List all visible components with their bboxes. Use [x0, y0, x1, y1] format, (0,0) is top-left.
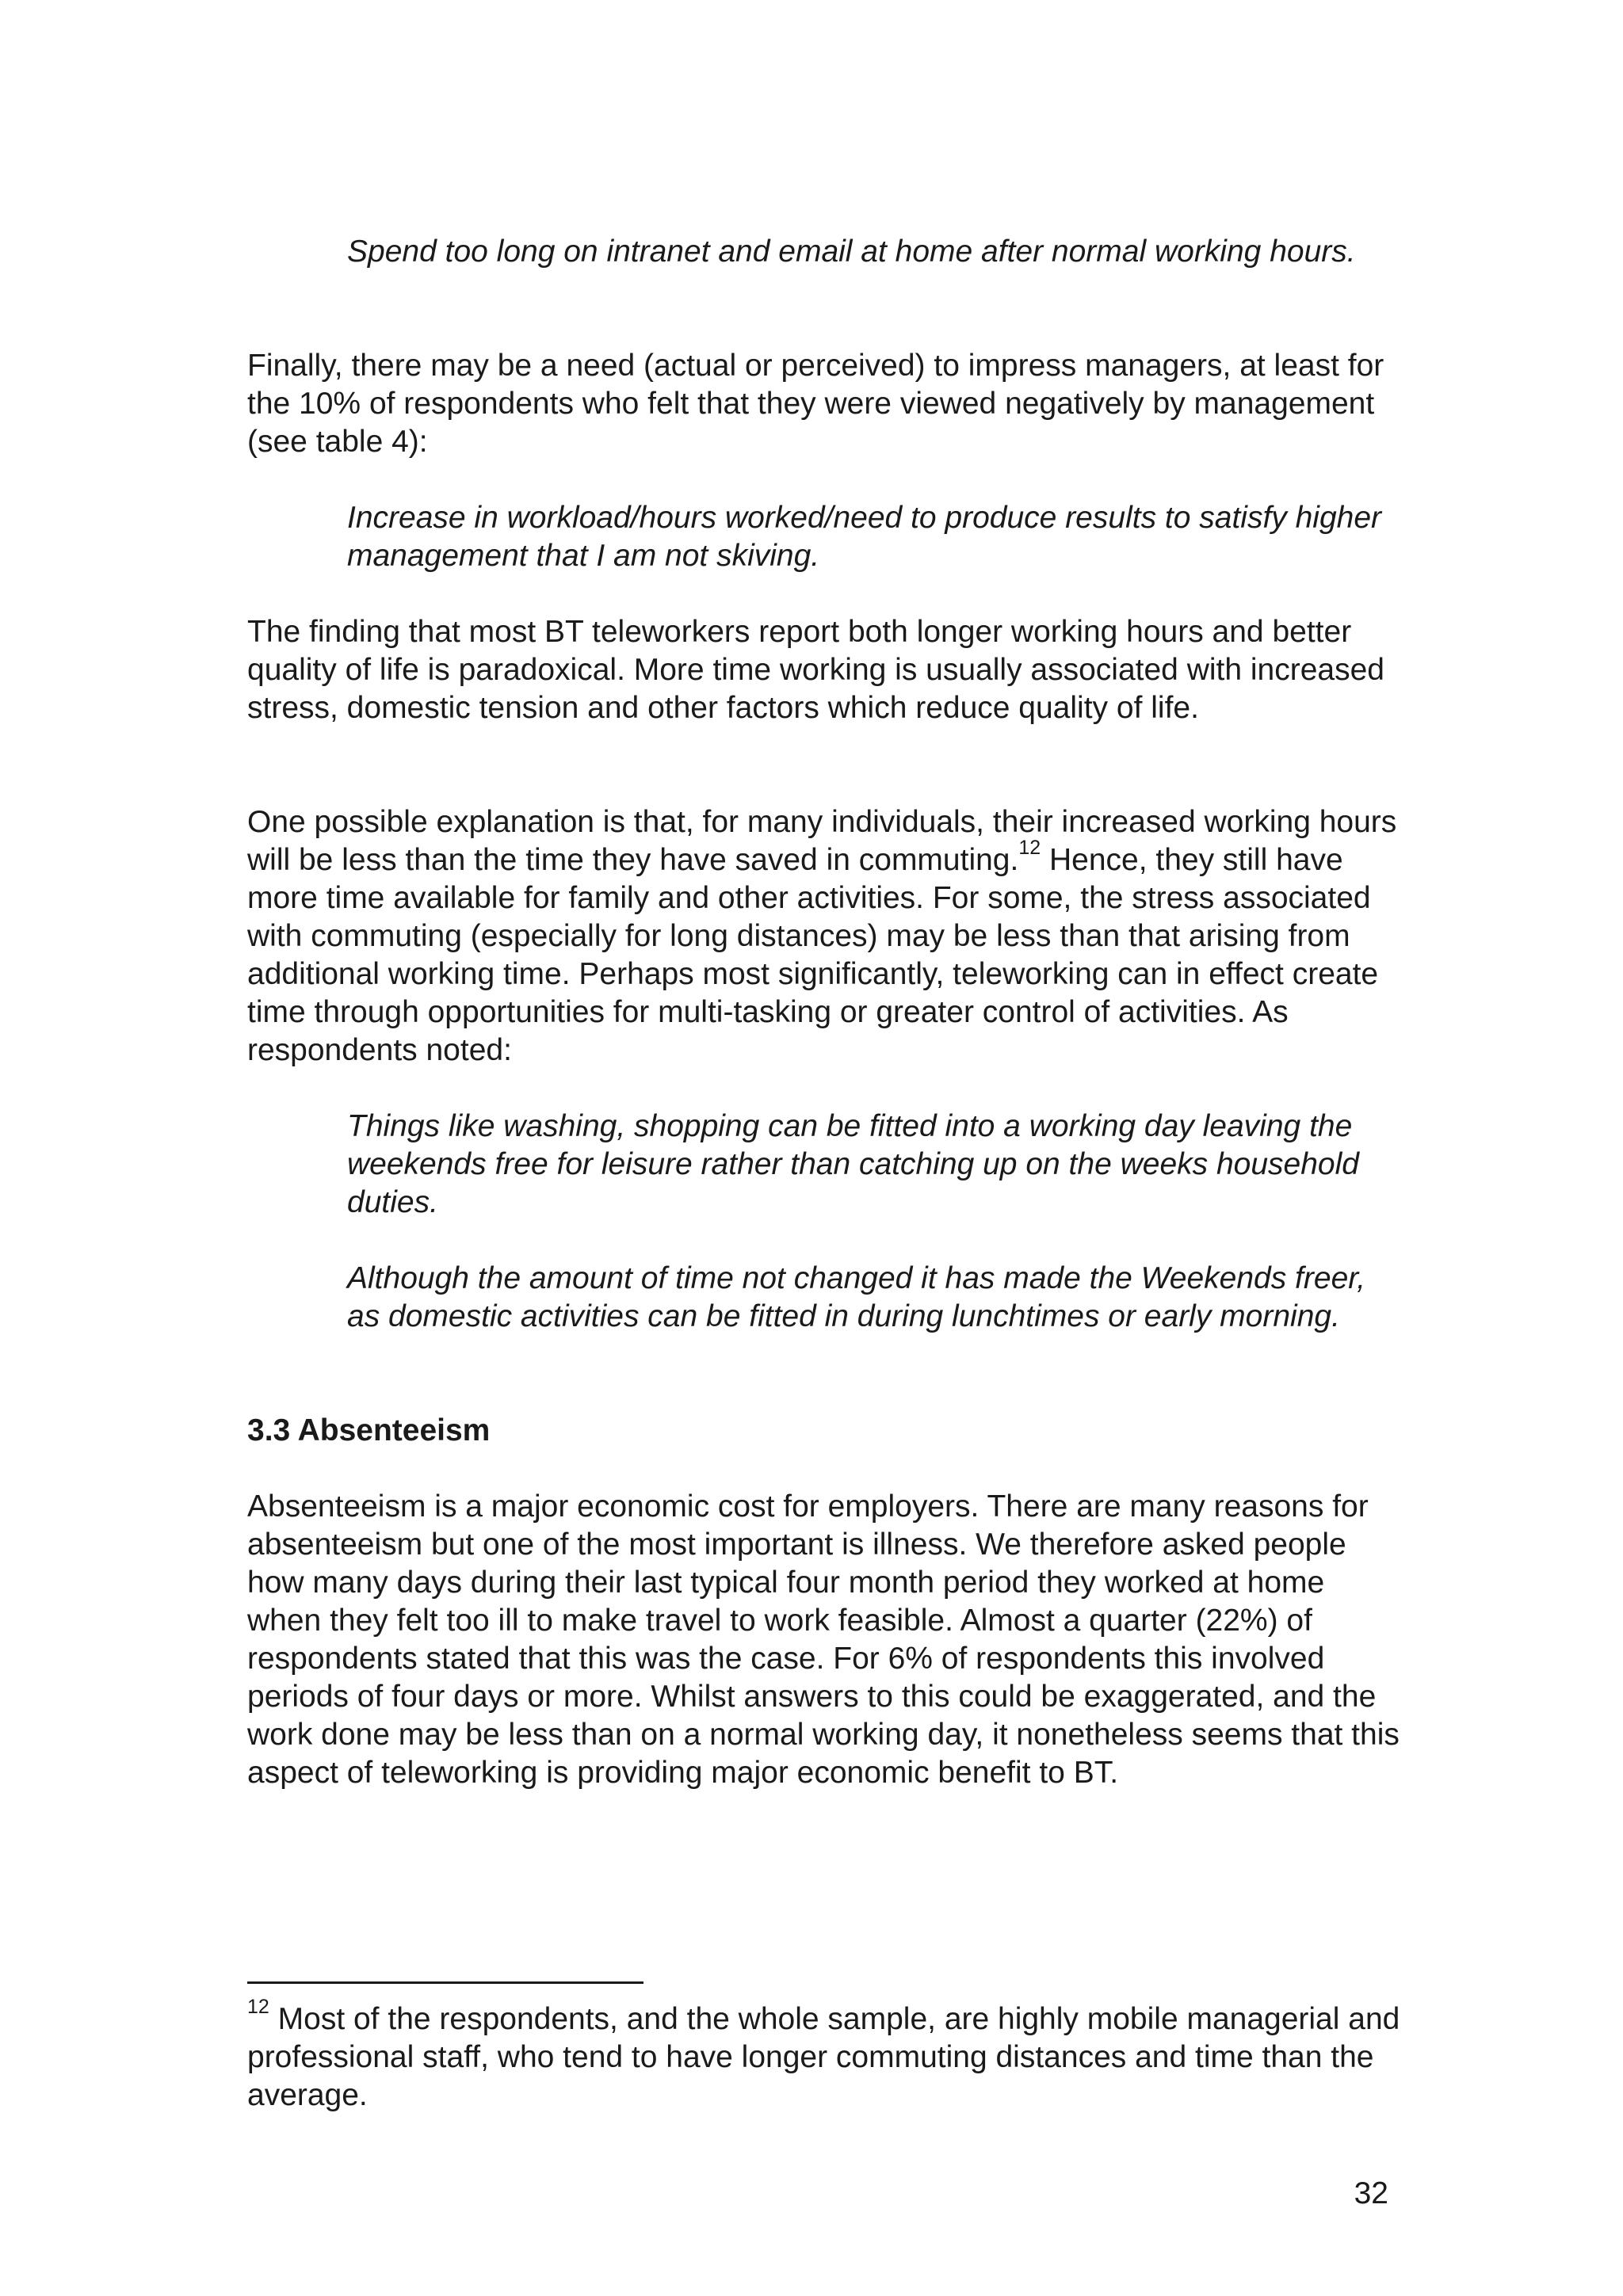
paragraph-explanation — [247, 803, 1404, 1070]
section-heading: 3.3 Absenteeism — [247, 1413, 491, 1447]
paragraph-explanation-text: One possible explanation is that, for many individuals, their increased working hours will be less than the time they have saved in commuting. — [247, 805, 1397, 877]
footnote-divider — [247, 1981, 643, 1984]
paragraph-explanation-continued: Hence, they still have more time available for family and other activities. For some, the stress associated with commuting (especially for long distances) may be less than that arising from additional working time. Perhaps most significantly, teleworking can in effect create time through opportunities for multi-tasking or greater control of activities. As respondents noted: — [247, 843, 1379, 1067]
page-number: 32 — [1354, 2176, 1388, 2210]
paragraph-absenteeism: Absenteeism is a major economic cost for employers. There are many reasons for absenteeism but one of the most important is illness. We therefore asked people how many days during their last typical four month period they worked at home when they felt too ill to make travel to work feasible. Almost a quarter (22%) of respondents stated that this was the case. For 6% of respondents this involved periods of four days or more. Whilst answers to this could be exaggerated, and the work done may be less than on a normal working day, it nonetheless seems that this aspect of teleworking is providing major economic benefit to BT. — [247, 1489, 1400, 1790]
footnote-reference: 12 — [1018, 837, 1041, 859]
paragraph-finally: Finally, there may be a need (actual or perceived) to impress managers, at least for the 10% of respondents who felt that they were viewed negatively by management (see table 4): — [247, 349, 1384, 459]
footnote-text: Most of the respondents, and the whole sample, are highly mobile managerial and professional staff, who tend to have longer commuting distances and time than the average. — [247, 2002, 1400, 2112]
paragraph-finding: The finding that most BT teleworkers report both longer working hours and better quality of life is paradoxical. More time working is usually associated with increased stress, domestic tension and other factors which reduce quality of life. — [247, 615, 1384, 725]
footnote — [247, 1996, 1404, 2115]
quote-intranet: Spend too long on intranet and email at home after normal working hours. — [347, 235, 1356, 269]
quote-washing: Things like washing, shopping can be fitted into a working day leaving the weekends free for leisure rather than catching up on the weeks household duties. — [347, 1109, 1359, 1219]
footnote-marker: 12 — [247, 1996, 269, 2018]
quote-weekends: Although the amount of time not changed it has made the Weekends freer, as domestic activities can be fitted in during lunchtimes or early morning. — [347, 1261, 1365, 1333]
quote-workload: Increase in workload/hours worked/need to produce results to satisfy higher management that I am not skiving. — [347, 501, 1382, 573]
